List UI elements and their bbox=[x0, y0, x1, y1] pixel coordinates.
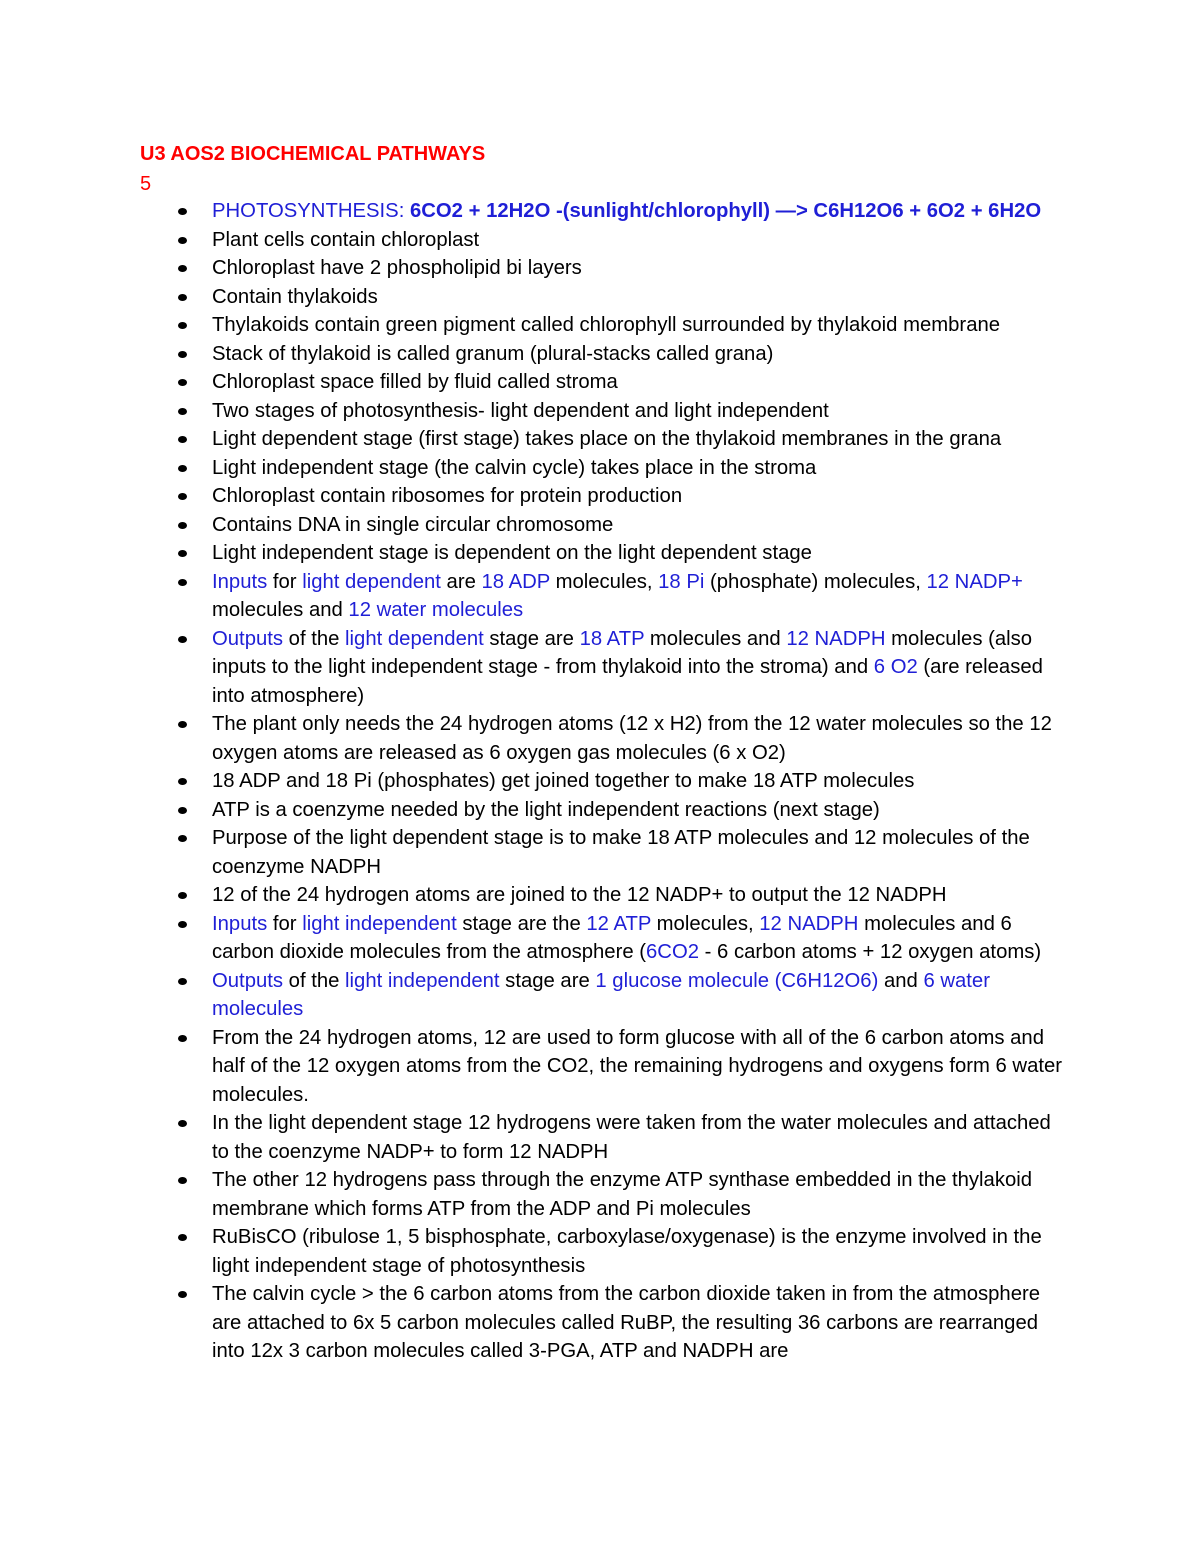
text-segment: Outputs bbox=[212, 969, 284, 992]
text-segment: 12 of the 24 hydrogen atoms are joined to the 12 NADP+ to output the 12 NADPH bbox=[212, 884, 947, 906]
text-segment: Chloroplast have 2 phospholipid bi layers bbox=[212, 257, 582, 279]
list-item bbox=[212, 254, 1072, 283]
page-number: 5 bbox=[140, 173, 152, 195]
text-segment: ATP is a coenzyme needed by the light independent reactions (next stage) bbox=[212, 798, 880, 821]
list-item bbox=[212, 283, 1072, 312]
text-segment: for bbox=[267, 570, 303, 593]
text-segment: PHOTOSYNTHESIS: bbox=[212, 200, 410, 222]
text-segment: Thylakoids contain green pigment called chlorophyll surrounded by thylakoid membrane bbox=[212, 314, 1001, 336]
text-segment: Light dependent stage (first stage) takes place on the thylakoid membranes in the grana bbox=[212, 428, 1002, 450]
list-item bbox=[212, 511, 1072, 540]
text-segment: - 6 carbon atoms + 12 oxygen atoms) bbox=[699, 941, 1042, 963]
text-segment: 18 ATP bbox=[579, 627, 645, 650]
text-segment: molecules and 6 carbon dioxide molecules from the atmosphere ( bbox=[212, 912, 1012, 963]
text-segment: for bbox=[267, 912, 303, 935]
text-segment: Inputs bbox=[212, 570, 268, 593]
text-segment: (phosphate) molecules, bbox=[704, 570, 927, 593]
list-item bbox=[212, 368, 1072, 397]
list-item bbox=[212, 454, 1072, 483]
text-segment: 12 ATP bbox=[586, 912, 652, 935]
text-segment: and bbox=[878, 969, 924, 992]
list-item bbox=[212, 824, 1072, 881]
list-item bbox=[212, 881, 1072, 910]
list-item bbox=[212, 539, 1072, 568]
text-segment: Inputs bbox=[212, 912, 268, 935]
list-item bbox=[212, 1024, 1072, 1110]
text-segment: Outputs bbox=[212, 627, 284, 650]
text-segment: molecules (also inputs to the light independent stage - from thylakoid into the stroma) and bbox=[212, 627, 1033, 678]
text-segment: 6 O2 bbox=[873, 656, 918, 678]
list-item bbox=[212, 197, 1072, 226]
text-segment: molecules, bbox=[651, 912, 760, 935]
text-segment: 1 glucose molecule (C6H12O6) bbox=[595, 969, 879, 992]
text-segment: Purpose of the light dependent stage is to make 18 ATP molecules and 12 molecules of the coenzyme NADPH bbox=[212, 827, 1030, 878]
text-segment: 12 water molecules bbox=[348, 599, 524, 621]
text-segment: Light independent stage is dependent on the light dependent stage bbox=[212, 542, 812, 564]
text-segment: stage are bbox=[483, 627, 580, 650]
text-segment: Contain thylakoids bbox=[212, 285, 378, 308]
text-segment: molecules, bbox=[549, 570, 659, 593]
list-item bbox=[212, 967, 1072, 1024]
text-segment: Chloroplast space filled by fluid called stroma bbox=[212, 371, 618, 393]
text-segment: (are released into atmosphere) bbox=[212, 656, 1043, 707]
text-segment: RuBisCO (ribulose 1, 5 bisphosphate, carboxylase/oxygenase) is the enzyme involved in the light independent stage of photosynthesis bbox=[212, 1226, 1042, 1277]
text-segment: 12 NADPH bbox=[759, 912, 859, 935]
list-item bbox=[212, 1223, 1072, 1280]
list-item bbox=[212, 767, 1072, 796]
text-segment: light dependent bbox=[345, 627, 484, 650]
list-item bbox=[212, 482, 1072, 511]
list-item bbox=[212, 625, 1072, 711]
list-item bbox=[212, 226, 1072, 255]
text-segment: The other 12 hydrogens pass through the enzyme ATP synthase embedded in the thylakoid membrane which forms ATP from the ADP and Pi molecules bbox=[212, 1169, 1033, 1220]
text-segment: are bbox=[440, 570, 482, 593]
list-item bbox=[212, 568, 1072, 625]
text-segment: molecules and bbox=[644, 627, 787, 650]
text-segment: light dependent bbox=[302, 570, 441, 593]
text-segment: Stack of thylakoid is called granum (plural-stacks called grana) bbox=[212, 342, 774, 365]
text-segment: 18 ADP bbox=[481, 570, 550, 593]
text-segment: of the bbox=[283, 627, 346, 650]
text-segment: Light independent stage (the calvin cycle) takes place in the stroma bbox=[212, 456, 817, 479]
list-item bbox=[212, 796, 1072, 825]
list-item bbox=[212, 425, 1072, 454]
text-segment: light independent bbox=[302, 912, 457, 935]
text-segment: light independent bbox=[345, 969, 500, 992]
text-segment: 12 NADPH bbox=[786, 627, 886, 650]
text-segment: Two stages of photosynthesis- light dependent and light independent bbox=[212, 399, 829, 422]
text-segment: 6CO2 + 12H2O -(sunlight/chlorophyll) —> C6H12O6 + 6O2 + 6H2O bbox=[409, 200, 1042, 222]
text-segment: Plant cells contain chloroplast bbox=[212, 228, 480, 251]
text-segment: In the light dependent stage 12 hydrogens were taken from the water molecules and attached to the coenzyme NADP+ to form 12 NADPH bbox=[212, 1112, 1051, 1163]
list-item bbox=[212, 710, 1072, 767]
text-segment: of the bbox=[283, 969, 346, 992]
notes-list bbox=[212, 197, 1072, 1366]
list-item bbox=[212, 910, 1072, 967]
text-segment: molecules and bbox=[212, 599, 349, 621]
list-item bbox=[212, 1109, 1072, 1166]
list-item bbox=[212, 397, 1072, 426]
text-segment: stage are bbox=[499, 969, 596, 992]
text-segment: Contains DNA in single circular chromosome bbox=[212, 513, 614, 536]
list-item bbox=[212, 311, 1072, 340]
text-segment: stage are the bbox=[456, 912, 587, 935]
text-segment: 6CO2 bbox=[646, 941, 699, 963]
text-segment: Chloroplast contain ribosomes for protein production bbox=[212, 485, 683, 507]
list-item bbox=[212, 340, 1072, 369]
text-segment: 18 ADP and 18 Pi (phosphates) get joined together to make 18 ATP molecules bbox=[212, 770, 915, 792]
list-item bbox=[212, 1166, 1072, 1223]
text-segment: 12 NADP+ bbox=[926, 570, 1023, 593]
document-title: U3 AOS2 BIOCHEMICAL PATHWAYS bbox=[140, 143, 486, 165]
text-segment: The calvin cycle > the 6 carbon atoms from the carbon dioxide taken in from the atmosphere are attached to 6x 5 carbon molecules called RuBP, the resulting 36 carbons are rearranged into 12x 3 carbon molecules called 3-PGA, ATP and NADPH are bbox=[212, 1283, 1041, 1362]
text-segment: 18 Pi bbox=[658, 570, 705, 593]
text-segment: 6 water molecules bbox=[212, 969, 990, 1020]
list-item bbox=[212, 1280, 1072, 1366]
text-segment: The plant only needs the 24 hydrogen atoms (12 x H2) from the 12 water molecules so the 12 oxygen atoms are released as 6 oxygen gas molecules (6 x O2) bbox=[212, 713, 1052, 764]
text-segment: From the 24 hydrogen atoms, 12 are used to form glucose with all of the 6 carbon atoms and half of the 12 oxygen atoms from the CO2, the remaining hydrogens and oxygens form 6 water molecules. bbox=[212, 1026, 1063, 1106]
